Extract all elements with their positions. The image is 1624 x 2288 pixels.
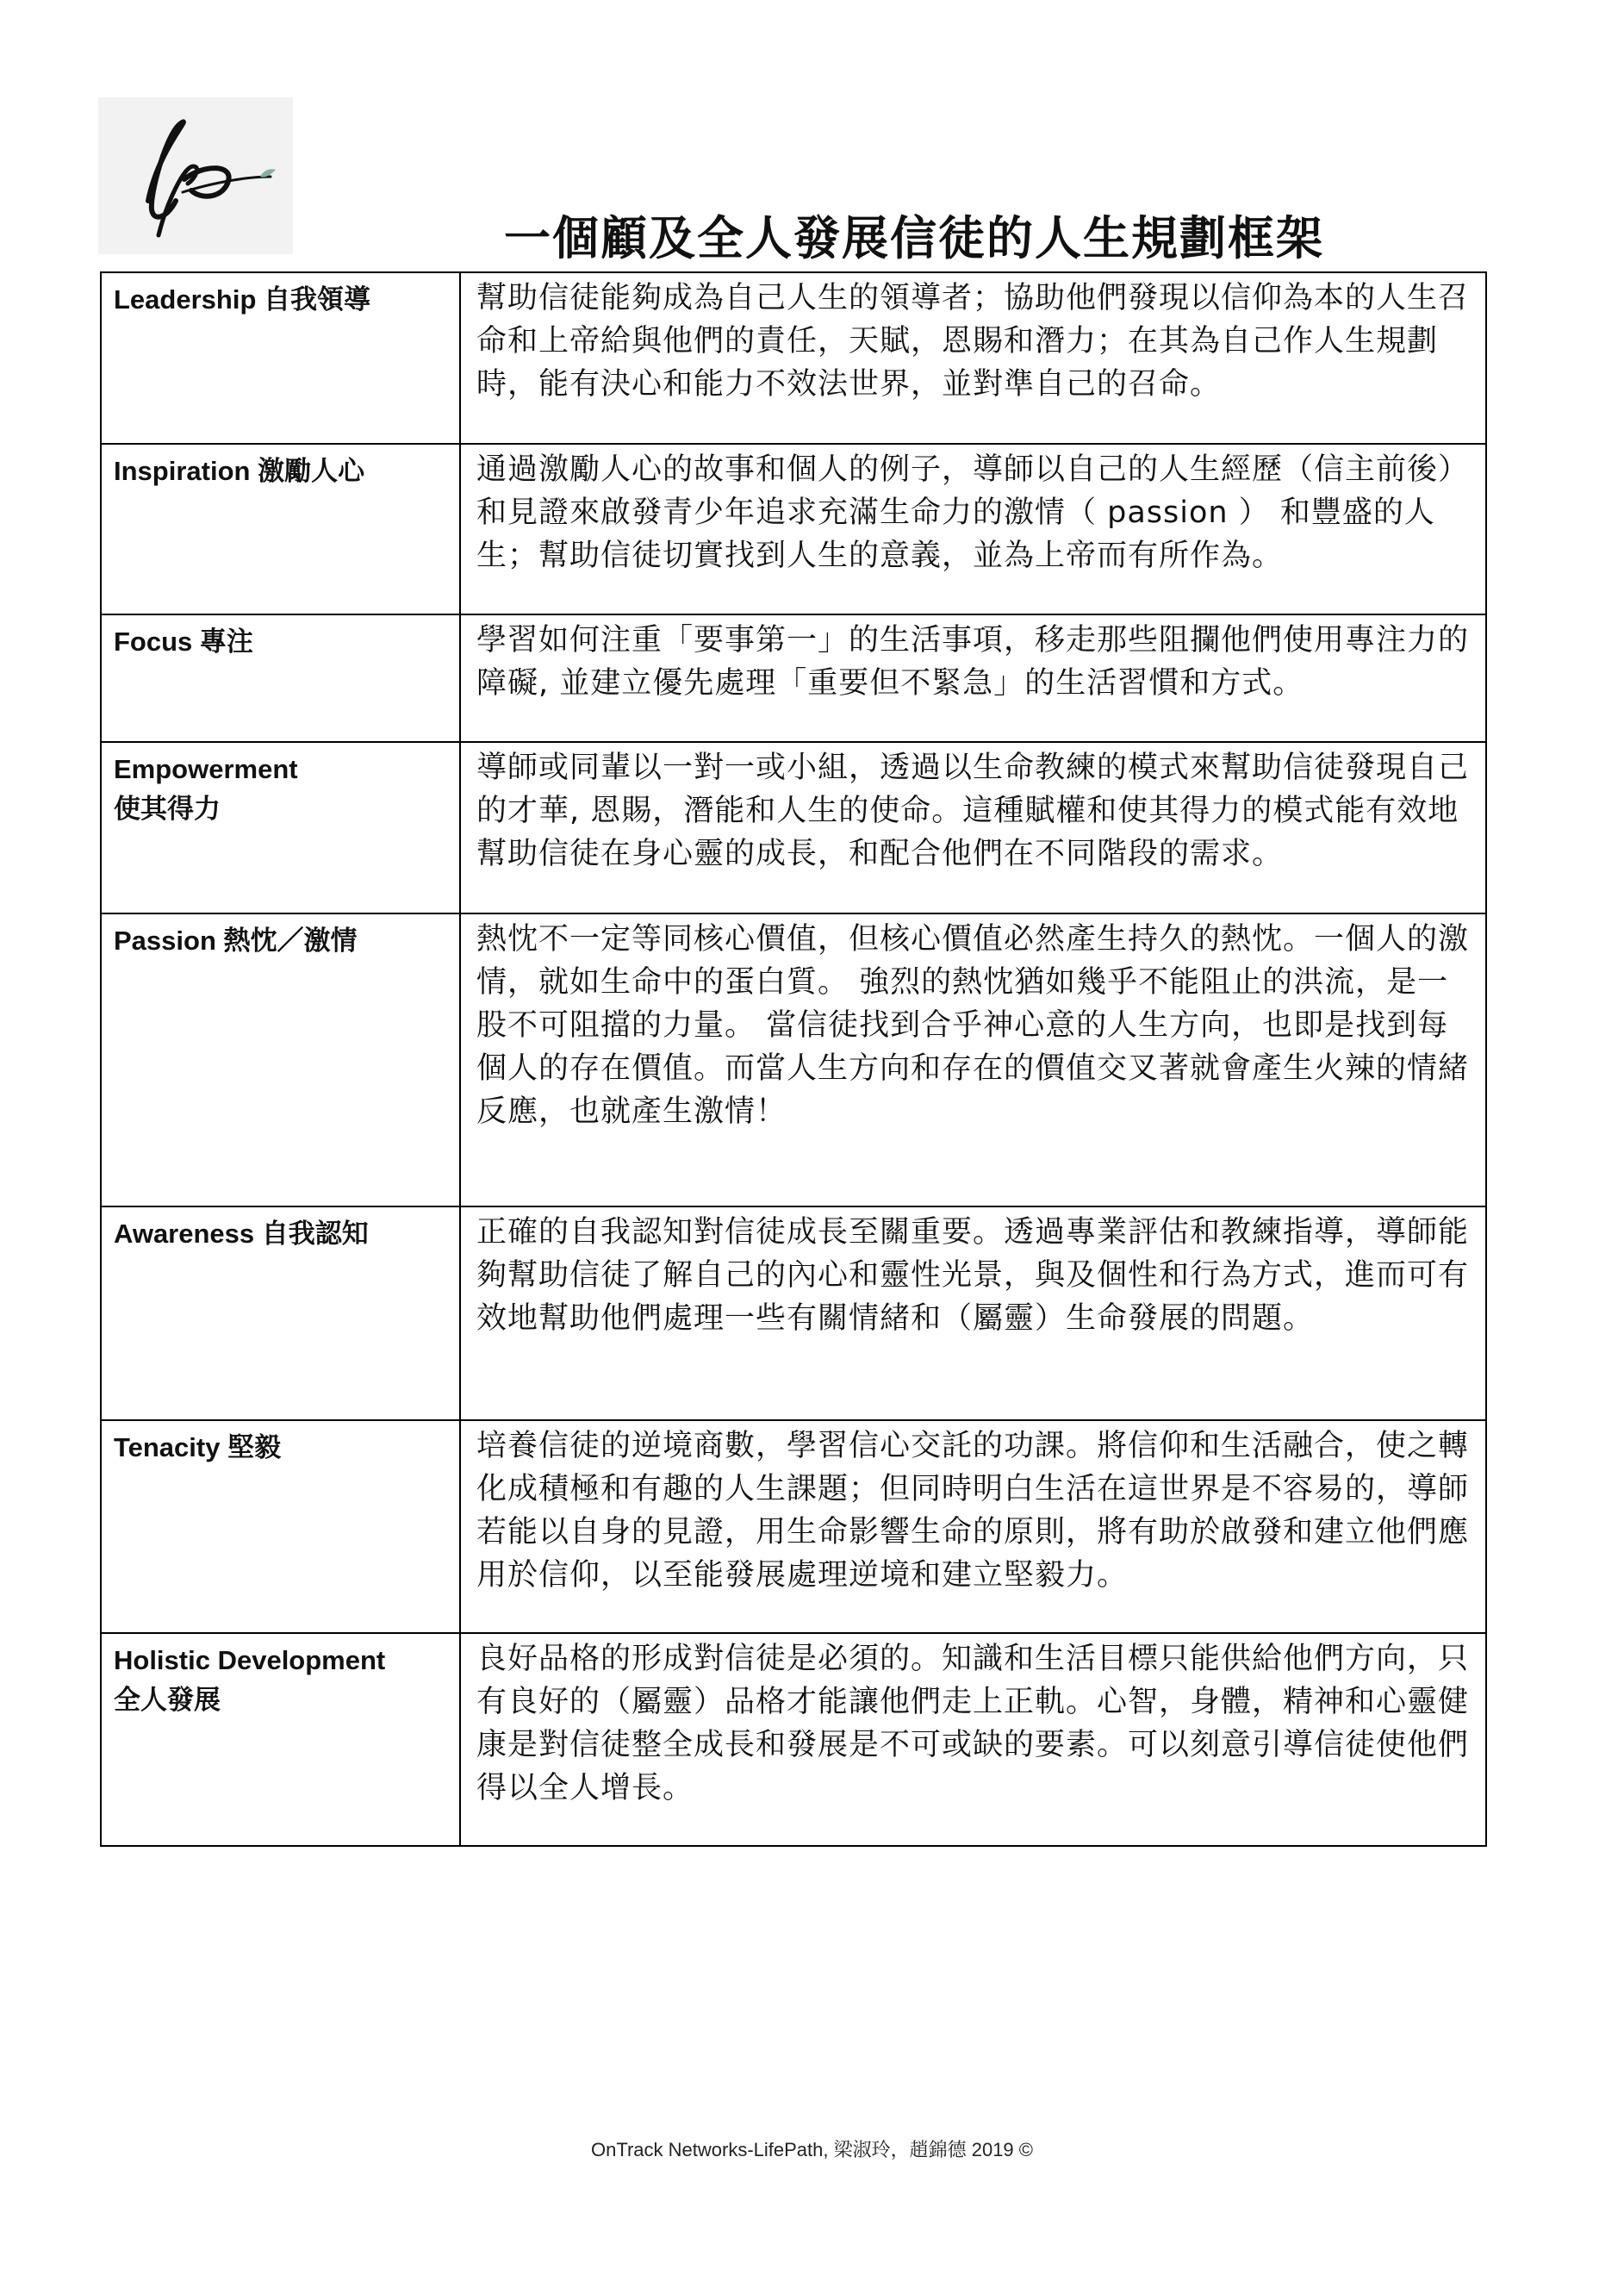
table-row [101,272,1486,444]
table-row [101,1206,1486,1420]
framework-table [100,271,1487,1847]
term-en: Awareness [114,1219,255,1249]
term-zh: 自我認知 [261,1219,369,1249]
term-cell [101,1420,460,1633]
table-row [101,913,1486,1206]
document-title: 一個顧及全人發展信徒的人生規劃框架 [504,211,1324,265]
description-cell: 學習如何注重「要事第一」的生活事項，移走那些阻攔他們使用專注力的障礙, 並建立優先處理「重要但不緊急」的生活習慣和方式。 [460,614,1486,742]
description-cell: 培養信徒的逆境商數，學習信心交託的功課。將信仰和生活融合，使之轉化成積極和有趣的人生課題；但同時明白生活在這世界是不容易的，導師若能以自身的見證，用生命影響生命的原則，將有助於啟發和建立他們應用於信仰，以至能發展處理逆境和建立堅毅力。 [460,1420,1486,1633]
term-cell [101,444,460,614]
lp-logo-mark [98,97,293,254]
table-row [101,614,1486,742]
description-cell: 正確的自我認知對信徒成長至關重要。透過專業評估和教練指導，導師能夠幫助信徒了解自己的內心和靈性光景，與及個性和行為方式，進而可有效地幫助他們處理一些有關情緒和（屬靈）生命發展的問題。 [460,1206,1486,1420]
term-cell [101,1633,460,1846]
term-zh: 使其得力 [114,794,221,824]
term-zh: 熱忱／激情 [223,926,358,956]
term-cell [101,614,460,742]
term-cell [101,913,460,1206]
description-cell: 導師或同輩以一對一或小組，透過以生命教練的模式來幫助信徒發現自己的才華, 恩賜，潛能和人生的使命。這種賦權和使其得力的模式能有效地幫助信徒在身心靈的成長，和配合他們在不同階段的需求。 [460,742,1486,913]
term-en: Holistic Development [114,1645,386,1675]
term-cell [101,1206,460,1420]
term-en: Leadership [114,284,257,315]
term-en: Tenacity [114,1432,221,1462]
table-row [101,444,1486,614]
term-zh: 激勵人心 [258,456,365,486]
term-en: Passion [114,926,216,956]
term-zh: 自我領導 [264,284,371,315]
term-en: Focus [114,627,193,657]
table-row [101,742,1486,913]
term-cell [101,742,460,913]
table-row [101,1633,1486,1846]
description-cell: 幫助信徒能夠成為自己人生的領導者；協助他們發現以信仰為本的人生召命和上帝給與他們的責任，天賦，恩賜和潛力；在其為自己作人生規劃時，能有決心和能力不效法世界，並對準自己的召命。 [460,272,1486,444]
term-cell [101,272,460,444]
table-row [101,1420,1486,1633]
description-cell: 通過激勵人心的故事和個人的例子，導師以自己的人生經歷（信主前後）和見證來啟發青少年追求充滿生命力的激情（ passion ） 和豐盛的人生；幫助信徒切實找到人生的意義，並為上帝而有所作為。 [460,444,1486,614]
description-cell: 良好品格的形成對信徒是必須的。知識和生活目標只能供給他們方向，只有良好的（屬靈）品格才能讓他們走上正軌。心智，身體，精神和心靈健康是對信徒整全成長和發展是不可或缺的要素。可以刻意引導信徒使他們得以全人增長。 [460,1633,1486,1846]
term-en: Empowerment [114,754,298,784]
description-cell: 熱忱不一定等同核心價值，但核心價值必然產生持久的熱忱。一個人的激情，就如生命中的蛋白質。 強烈的熱忱猶如幾乎不能阻止的洪流，是一股不可阻擋的力量。 當信徒找到合乎神心意的人生方向，也即是找到每個人的存在價值。而當人生方向和存在的價值交叉著就會產生火辣的情緒反應，也就產生激情！ [460,913,1486,1206]
copyright-footer: OnTrack Networks-LifePath, 梁淑玲，趙錦德 2019 © [591,2139,1033,2160]
term-zh: 堅毅 [227,1432,282,1462]
term-zh: 全人發展 [114,1685,221,1715]
term-zh: 專注 [199,627,253,657]
lp-logo [98,97,293,254]
term-en: Inspiration [114,456,251,486]
